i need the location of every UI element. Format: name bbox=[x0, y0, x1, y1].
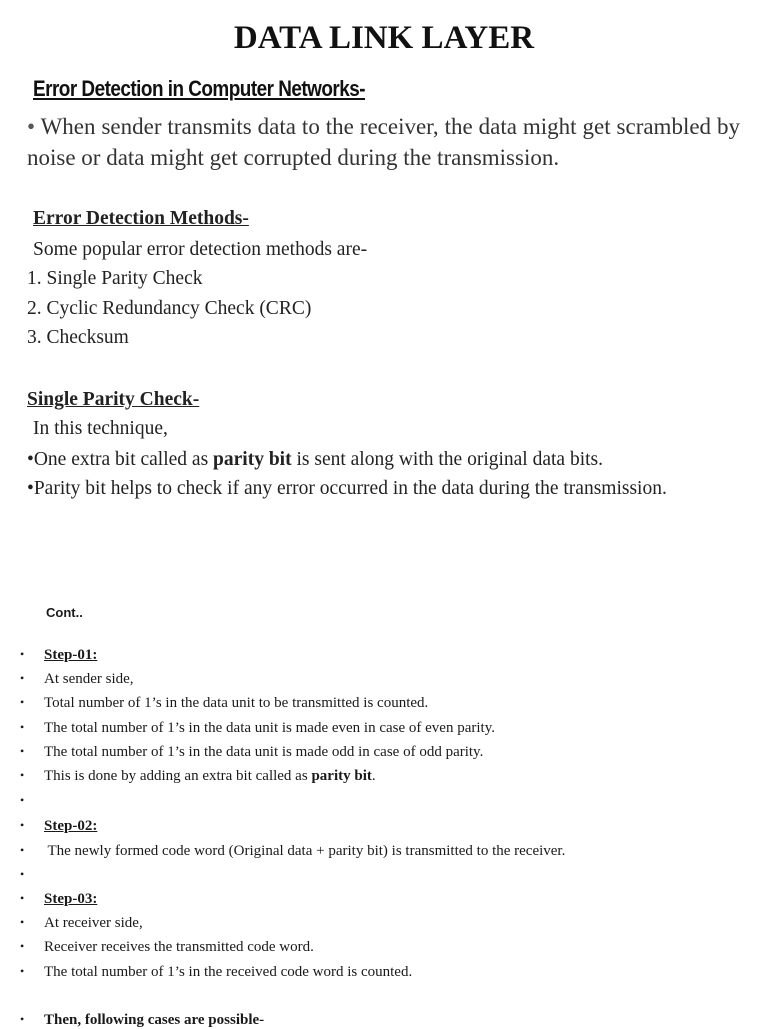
bullet: • bbox=[20, 768, 25, 782]
parity-bit-term: parity bit bbox=[213, 449, 292, 470]
list-item: The total number of 1’s in the data unit is made even in case of even parity. bbox=[44, 720, 495, 736]
bullet: • bbox=[20, 915, 25, 929]
list-item-post: . bbox=[371, 768, 376, 784]
list-item: Receiver receives the transmitted code word. bbox=[44, 939, 314, 955]
list-item bbox=[44, 768, 376, 785]
parity-bit-term: parity bit bbox=[311, 768, 372, 784]
parity-line-1 bbox=[27, 449, 603, 471]
step-01-label: Step-01: bbox=[44, 647, 98, 663]
bullet: • bbox=[20, 818, 25, 832]
bullet: • bbox=[20, 867, 25, 881]
list-item: At receiver side, bbox=[44, 915, 143, 931]
page-title: DATA LINK LAYER bbox=[233, 20, 535, 56]
section-subheading: Error Detection in Computer Networks- bbox=[33, 76, 366, 101]
list-item: At sender side, bbox=[44, 671, 134, 687]
methods-heading: Error Detection Methods- bbox=[33, 208, 249, 229]
methods-lead: Some popular error detection methods are- bbox=[33, 239, 368, 260]
step-03-label: Step-03: bbox=[44, 891, 98, 907]
step-02-label: Step-02: bbox=[44, 818, 98, 834]
bullet: • bbox=[20, 695, 25, 709]
bullet: • bbox=[20, 720, 25, 734]
bullet: • bbox=[20, 793, 25, 807]
intro-text: When sender transmits data to the receiver, the data might get scrambled by noise or data might get corrupted during the transmission. bbox=[27, 114, 740, 170]
list-item-pre: This is done by adding an extra bit called as bbox=[44, 768, 312, 784]
list-item: The newly formed code word (Original data + parity bit) is transmitted to the receiver. bbox=[44, 843, 566, 859]
parity-heading: Single Parity Check- bbox=[27, 389, 200, 410]
method-item: 3. Checksum bbox=[27, 327, 129, 348]
parity-line-2: •Parity bit helps to check if any error occurred in the data during the transmission. bbox=[27, 478, 667, 499]
list-item: Total number of 1’s in the data unit to be transmitted is counted. bbox=[44, 695, 429, 711]
intro-bullet: • bbox=[27, 114, 36, 139]
bullet: • bbox=[20, 964, 25, 978]
list-item: The total number of 1’s in the data unit is made odd in case of odd parity. bbox=[44, 744, 484, 760]
parity-lead: In this technique, bbox=[33, 418, 168, 439]
bullet: • bbox=[20, 939, 25, 953]
parity-line-1-post: is sent along with the original data bits. bbox=[291, 449, 604, 470]
parity-line-1-pre: •One extra bit called as bbox=[27, 449, 214, 470]
bullet: • bbox=[20, 843, 25, 857]
bullet: • bbox=[20, 647, 25, 661]
intro-paragraph bbox=[27, 112, 740, 173]
list-item: The total number of 1’s in the received code word is counted. bbox=[44, 964, 413, 980]
list-item-cases: Then, following cases are possible- bbox=[44, 1012, 265, 1028]
bullet: • bbox=[20, 1012, 25, 1026]
bullet: • bbox=[20, 891, 25, 905]
continued-label: Cont.. bbox=[46, 605, 83, 620]
bullet: • bbox=[20, 744, 25, 758]
method-item: 2. Cyclic Redundancy Check (CRC) bbox=[27, 298, 312, 319]
bullet: • bbox=[20, 671, 25, 685]
method-item: 1. Single Parity Check bbox=[27, 268, 203, 289]
